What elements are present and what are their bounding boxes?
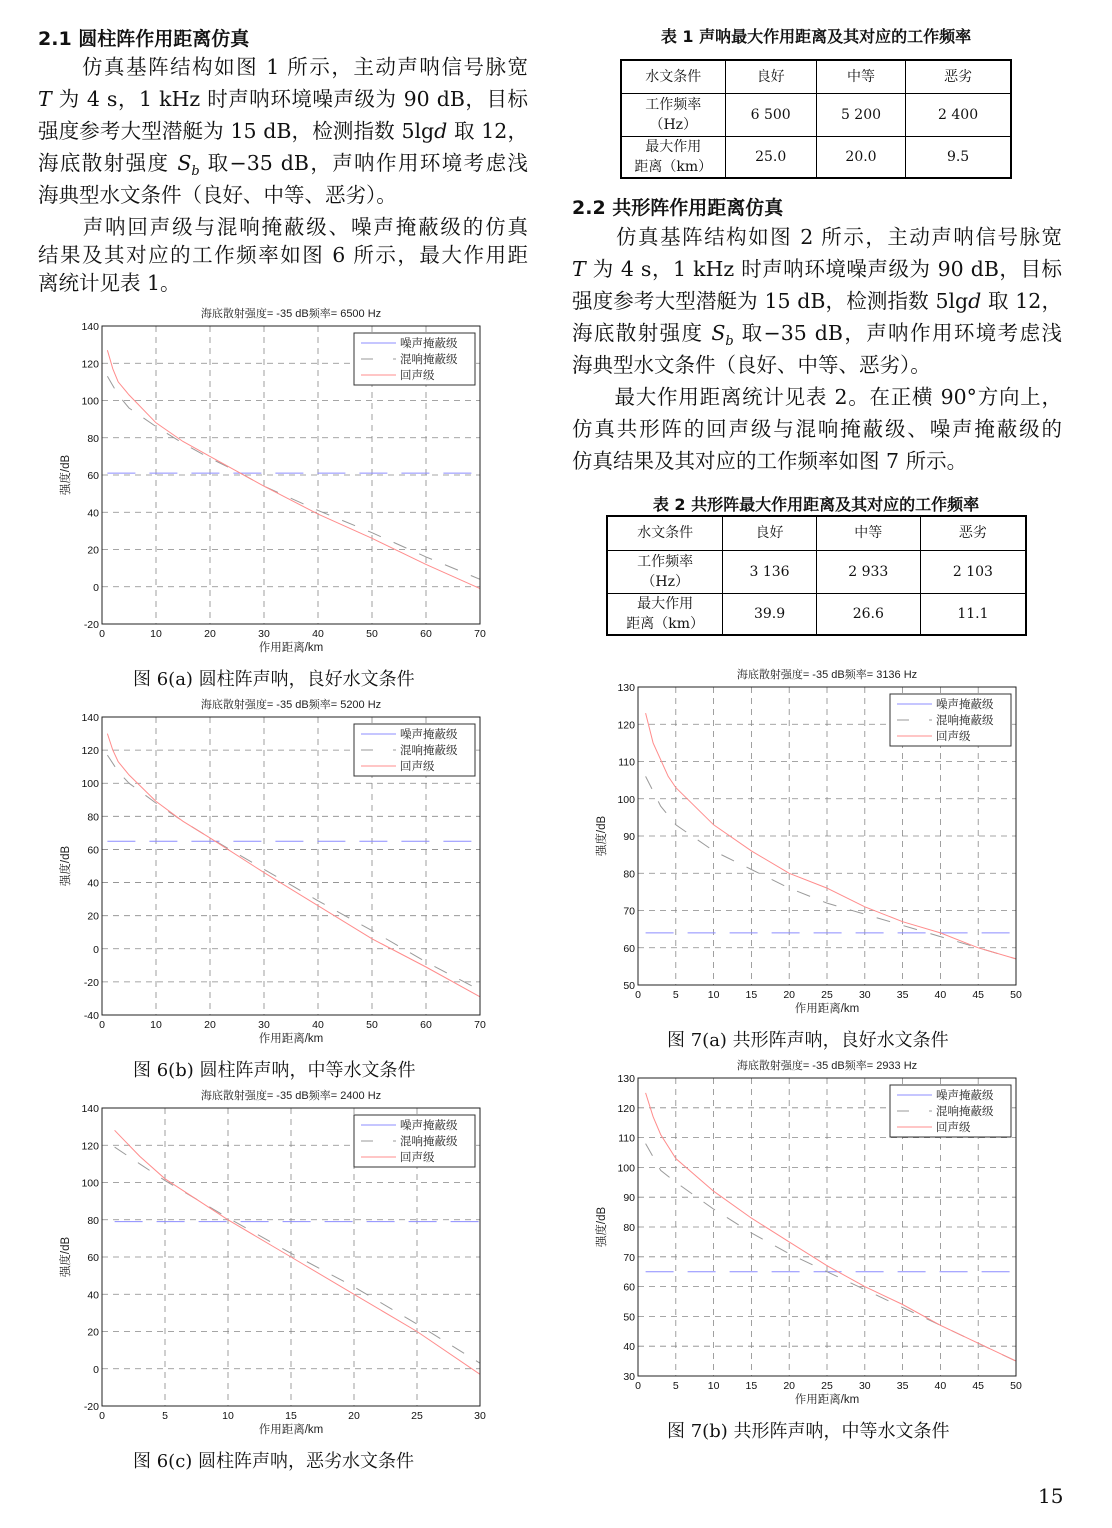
x-tick-label: 0: [635, 989, 641, 1001]
chart-title: 海底散射强度= -35 dB频率= 6500 Hz: [200, 308, 382, 320]
y-tick-label: 40: [623, 1341, 635, 1354]
y-tick-label: 60: [623, 942, 635, 955]
x-tick-label: 10: [150, 628, 162, 640]
table-cell: 20.0: [816, 136, 905, 178]
y-tick-label: 80: [87, 432, 99, 445]
y-tick-label: 140: [81, 712, 99, 724]
x-tick-label: 70: [474, 1019, 486, 1031]
x-tick-label: 50: [1010, 989, 1022, 1001]
table-cell: 水文条件: [621, 60, 725, 93]
table2-title: 表 2 共形阵最大作用距离及其对应的工作频率: [652, 495, 980, 514]
table-cell: 中等: [816, 60, 905, 93]
x-tick-label: 5: [672, 989, 679, 1001]
table-cell: 工作频率 （Hz）: [607, 550, 723, 593]
chart-fig6b: [40, 695, 500, 1051]
x-axis-label: 作用距离/km: [794, 1003, 860, 1015]
x-tick-label: 30: [474, 1410, 486, 1422]
x-tick-label: 20: [783, 1380, 796, 1392]
x-tick-label: 0: [99, 1019, 105, 1031]
x-tick-label: 70: [474, 628, 486, 640]
y-tick-label: 120: [81, 745, 99, 758]
chart-title: 海底散射强度= -35 dB频率= 5200 Hz: [200, 699, 382, 711]
text-line: 海典型水文条件（良好、中等、恶劣）。: [572, 353, 931, 377]
section-heading-2-2: 2.2 共形阵作用距离仿真: [572, 197, 784, 219]
x-tick-label: 50: [366, 1019, 378, 1031]
y-tick-label: -20: [83, 976, 99, 989]
text-line: 结果及其对应的工作频率如图 6 所示，最大作用距: [38, 243, 528, 267]
x-tick-label: 15: [745, 989, 758, 1001]
text-line: 海底散射强度 $S_b$ 取−35 dB，声呐作用环境考虑浅: [572, 321, 1062, 350]
caption-fig6a: 图 6(a) 圆柱阵声呐，良好水文条件: [133, 669, 415, 690]
x-tick-label: 0: [99, 628, 105, 640]
table-cell: 5 200: [816, 93, 905, 136]
table-cell: 恶劣: [906, 60, 1011, 93]
x-tick-label: 20: [204, 628, 216, 640]
table-cell: 2 400: [906, 93, 1011, 136]
table-cell: 2 933: [816, 550, 920, 593]
y-tick-label: 100: [81, 1177, 99, 1190]
x-tick-label: 5: [672, 1380, 679, 1392]
table-cell: 恶劣: [920, 516, 1026, 550]
x-axis-label: 作用距离/km: [794, 1394, 860, 1406]
y-tick-label: 0: [93, 581, 99, 594]
y-tick-label: 60: [87, 844, 99, 857]
y-tick-label: 90: [623, 1192, 635, 1205]
table-cell: 中等: [816, 516, 920, 550]
y-tick-label: 80: [87, 811, 99, 824]
x-tick-label: 15: [745, 1380, 758, 1392]
x-tick-label: 50: [1010, 1380, 1022, 1392]
table-row: [607, 550, 1026, 593]
x-tick-label: 40: [934, 1380, 947, 1392]
table-cell: 25.0: [725, 136, 816, 178]
x-tick-label: 5: [162, 1410, 168, 1422]
table-cell: 2 103: [920, 550, 1026, 593]
y-tick-label: 50: [623, 1311, 635, 1324]
table-header-row: [621, 60, 1011, 93]
x-tick-label: 20: [348, 1410, 360, 1422]
y-tick-label: 80: [623, 868, 635, 881]
y-axis-label: 强度/dB: [60, 1236, 72, 1278]
legend-label: 回声级: [400, 1152, 435, 1164]
x-axis-label: 作用距离/km: [258, 1033, 324, 1045]
x-tick-label: 10: [707, 1380, 720, 1392]
x-tick-label: 35: [896, 1380, 909, 1392]
caption-fig6c: 图 6(c) 圆柱阵声呐，恶劣水文条件: [133, 1451, 415, 1472]
chart-fig6c: [40, 1086, 500, 1442]
y-tick-label: 60: [623, 1281, 635, 1294]
x-tick-label: 50: [366, 628, 378, 640]
y-tick-label: -20: [83, 1401, 99, 1413]
y-tick-label: 120: [617, 1102, 635, 1115]
x-tick-label: 30: [858, 989, 871, 1001]
legend-label: 回声级: [400, 370, 435, 382]
table-cell: 39.9: [723, 593, 816, 635]
x-tick-label: 30: [858, 1380, 871, 1392]
table-cell: 26.6: [816, 593, 920, 635]
chart-title: 海底散射强度= -35 dB频率= 2400 Hz: [200, 1090, 382, 1102]
x-tick-label: 40: [934, 989, 947, 1001]
y-tick-label: 100: [617, 1162, 635, 1175]
x-axis-label: 作用距离/km: [258, 642, 324, 654]
y-tick-label: 40: [87, 507, 99, 520]
text-line: 海典型水文条件（良好、中等、恶劣）。: [38, 183, 397, 207]
y-tick-label: 90: [623, 831, 635, 843]
y-tick-label: 140: [81, 321, 99, 333]
y-tick-label: 80: [623, 1222, 635, 1234]
table-cell: 工作频率 （Hz）: [621, 93, 725, 136]
x-tick-label: 10: [150, 1019, 162, 1031]
x-tick-label: 30: [258, 628, 270, 640]
x-tick-label: 0: [99, 1410, 105, 1422]
x-tick-label: 60: [420, 628, 432, 640]
x-axis-label: 作用距离/km: [258, 1424, 324, 1436]
y-tick-label: 140: [81, 1103, 99, 1115]
table-cell: 最大作用 距离（km）: [621, 136, 725, 178]
table-cell: 良好: [723, 516, 816, 550]
y-axis-label: 强度/dB: [60, 845, 72, 887]
table-cell: 水文条件: [607, 516, 723, 550]
x-tick-label: 20: [204, 1019, 216, 1031]
legend-label: 回声级: [936, 731, 971, 743]
y-tick-label: 120: [81, 1140, 99, 1153]
x-tick-label: 20: [783, 989, 796, 1001]
y-tick-label: -40: [83, 1010, 99, 1022]
text-line: 仿真基阵结构如图 1 所示，主动声呐信号脉宽: [38, 55, 528, 79]
caption-fig6b: 图 6(b) 圆柱阵声呐，中等水文条件: [133, 1060, 416, 1081]
y-tick-label: 30: [623, 1371, 635, 1383]
y-tick-label: 100: [81, 395, 99, 408]
table-row: [621, 93, 1011, 136]
page-number: 15: [1038, 1484, 1064, 1508]
table-cell: 11.1: [920, 593, 1026, 635]
chart-fig7b: [576, 1056, 1036, 1412]
legend-label: 噪声掩蔽级: [400, 729, 458, 741]
y-tick-label: 130: [617, 1073, 635, 1085]
y-tick-label: 100: [81, 778, 99, 791]
legend-label: 噪声掩蔽级: [936, 1090, 994, 1102]
y-tick-label: 0: [93, 943, 99, 956]
text-line: 离统计见表 1。: [38, 271, 181, 295]
table-cell: 良好: [725, 60, 816, 93]
x-tick-label: 15: [285, 1410, 297, 1422]
chart-fig6a: [40, 304, 500, 660]
y-tick-label: 0: [93, 1363, 99, 1376]
legend-label: 回声级: [400, 761, 435, 773]
legend-label: 噪声掩蔽级: [400, 338, 458, 350]
y-axis-label: 强度/dB: [596, 815, 608, 857]
chart-fig7a: [576, 665, 1036, 1021]
chart-title: 海底散射强度= -35 dB频率= 3136 Hz: [736, 669, 918, 681]
section-heading-2-1: 2.1 圆柱阵作用距离仿真: [38, 28, 250, 50]
x-tick-label: 25: [821, 1380, 833, 1392]
table-row: [621, 136, 1011, 178]
text-line: 声呐回声级与混响掩蔽级、噪声掩蔽级的仿真: [38, 215, 528, 239]
table-row: [607, 593, 1026, 635]
y-tick-label: 110: [618, 756, 635, 769]
y-tick-label: 80: [87, 1214, 99, 1227]
y-tick-label: 40: [87, 1289, 99, 1302]
table1: [620, 59, 1012, 179]
y-tick-label: 70: [623, 905, 635, 918]
table-header-row: [607, 516, 1026, 550]
text-line: T 为 4 s，1 kHz 时声呐环境噪声级为 90 dB，目标: [572, 257, 1062, 281]
text-line: T 为 4 s，1 kHz 时声呐环境噪声级为 90 dB，目标: [38, 87, 528, 111]
legend-label: 噪声掩蔽级: [936, 699, 994, 711]
x-tick-label: 10: [707, 989, 720, 1001]
y-axis-label: 强度/dB: [596, 1206, 608, 1248]
table1-title: 表 1 声呐最大作用距离及其对应的工作频率: [660, 27, 972, 46]
y-tick-label: 60: [87, 470, 99, 482]
legend-label: 回声级: [936, 1122, 971, 1134]
chart-title: 海底散射强度= -35 dB频率= 2933 Hz: [736, 1060, 918, 1072]
text-line: 仿真基阵结构如图 2 所示，主动声呐信号脉宽: [572, 225, 1062, 249]
legend-label: 噪声掩蔽级: [400, 1120, 458, 1132]
x-tick-label: 45: [972, 989, 985, 1001]
y-tick-label: 70: [623, 1251, 635, 1264]
text-line: 强度参考大型潜艇为 15 dB，检测指数 5lgd 取 12，: [572, 289, 1062, 313]
caption-fig7b: 图 7(b) 共形阵声呐，中等水文条件: [667, 1421, 950, 1442]
x-tick-label: 30: [258, 1019, 270, 1031]
y-tick-label: 110: [618, 1132, 635, 1145]
text-line: 强度参考大型潜艇为 15 dB，检测指数 5lgd 取 12，: [38, 119, 528, 143]
table-cell: 9.5: [906, 136, 1011, 178]
table-cell: 6 500: [725, 93, 816, 136]
x-tick-label: 45: [972, 1380, 985, 1392]
table-cell: 最大作用 距离（km）: [607, 593, 723, 635]
caption-fig7a: 图 7(a) 共形阵声呐，良好水文条件: [667, 1030, 949, 1051]
x-tick-label: 0: [635, 1380, 641, 1392]
y-tick-label: 50: [623, 980, 635, 992]
y-tick-label: 60: [87, 1252, 99, 1264]
legend-label: 混响掩蔽级: [400, 745, 458, 757]
x-tick-label: 40: [312, 628, 324, 640]
x-tick-label: 40: [312, 1019, 324, 1031]
y-tick-label: 120: [617, 719, 635, 732]
table-cell: 3 136: [723, 550, 816, 593]
x-tick-label: 25: [411, 1410, 423, 1422]
y-tick-label: 130: [617, 682, 635, 694]
text-line: 仿真共形阵的回声级与混响掩蔽级、噪声掩蔽级的: [572, 417, 1062, 441]
y-tick-label: 120: [81, 358, 99, 371]
y-tick-label: 20: [87, 544, 99, 557]
text-line: 海底散射强度 $S_b$ 取−35 dB，声呐作用环境考虑浅: [38, 151, 528, 180]
table2: [606, 515, 1027, 636]
legend-label: 混响掩蔽级: [400, 1136, 458, 1148]
text-line: 仿真结果及其对应的工作频率如图 7 所示。: [572, 449, 968, 473]
legend-label: 混响掩蔽级: [936, 1106, 994, 1118]
legend-label: 混响掩蔽级: [400, 354, 458, 366]
x-tick-label: 25: [821, 989, 833, 1001]
y-tick-label: 20: [87, 910, 99, 923]
y-axis-label: 强度/dB: [60, 454, 72, 496]
y-tick-label: 40: [87, 877, 99, 890]
x-tick-label: 10: [222, 1410, 234, 1422]
x-tick-label: 60: [420, 1019, 432, 1031]
y-tick-label: -20: [83, 619, 99, 631]
x-tick-label: 35: [896, 989, 909, 1001]
y-tick-label: 100: [617, 793, 635, 806]
y-tick-label: 20: [87, 1326, 99, 1339]
text-line: 最大作用距离统计见表 2。在正横 90°方向上，: [572, 385, 1062, 409]
legend-label: 混响掩蔽级: [936, 715, 994, 727]
